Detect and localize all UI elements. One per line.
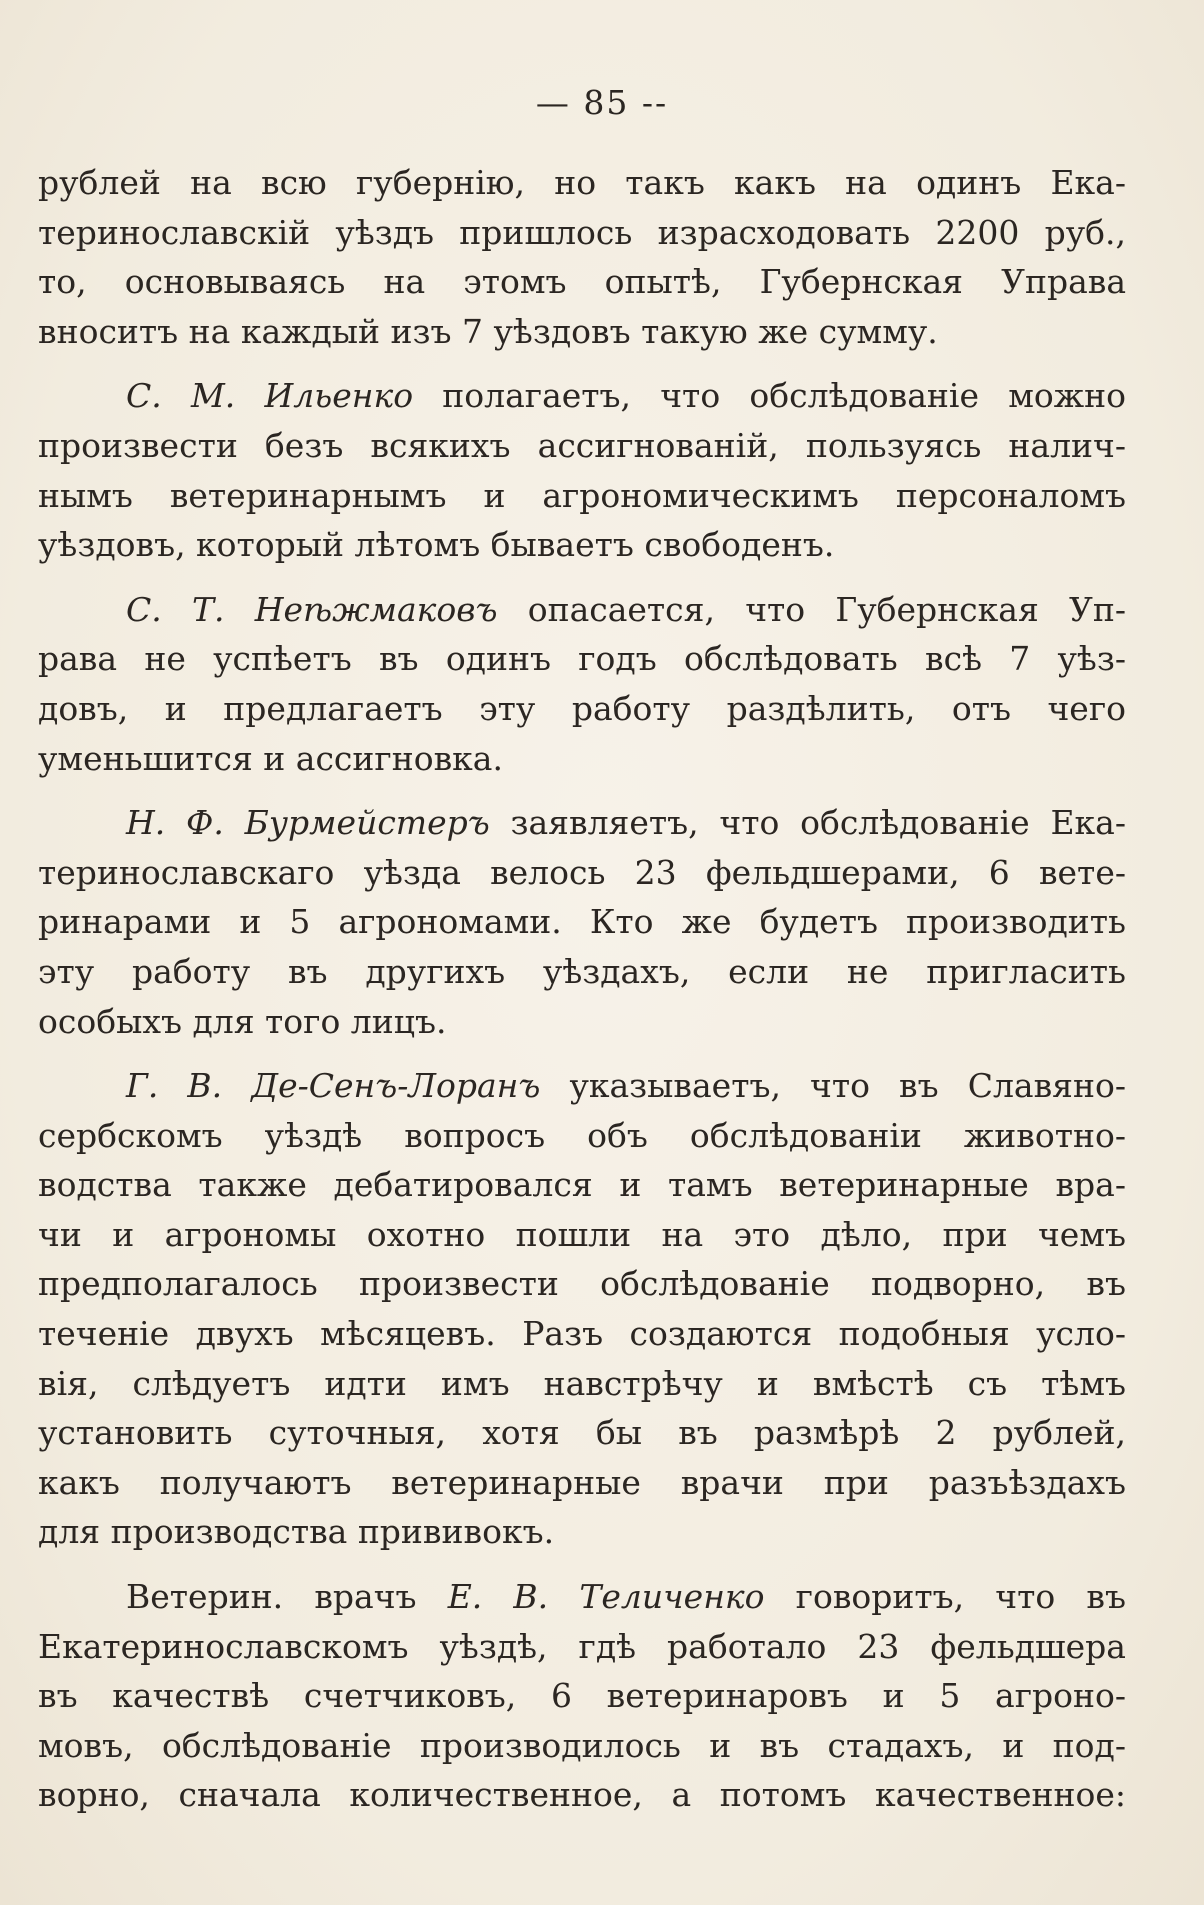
text-fragment: заявляетъ, что обслѣдованіе Ека- (489, 803, 1126, 843)
text-line: теринославскаго уѣзда велось 23 фельдшерами, 6 вете- (38, 852, 1126, 892)
paragraph (38, 585, 1126, 783)
text-line: водства также дебатировался и тамъ ветеринарные вра- (38, 1165, 1126, 1205)
text-line: Екатеринославскомъ уѣздѣ, гдѣ работало 23 фельдшера (38, 1626, 1126, 1666)
text-line: установить суточныя, хотя бы въ размѣрѣ 2 рублей, (38, 1413, 1126, 1453)
text-line: произвести безъ всякихъ ассигнованій, пользуясь налич- (38, 425, 1126, 465)
paragraph (38, 798, 1126, 1046)
speaker-name: С. М. Ильенко (126, 376, 414, 416)
paragraph (38, 371, 1126, 569)
text-line: какъ получаютъ ветеринарные врачи при разъѣздахъ (38, 1462, 1126, 1502)
text-fragment: указываетъ, что въ Славяно- (540, 1066, 1126, 1106)
text-line: рублей на всю губернію, но такъ какъ на одинъ Ека- (38, 163, 1126, 202)
text-line: теченіе двухъ мѣсяцевъ. Разъ создаются подобныя усло- (38, 1314, 1126, 1354)
text-line: ринарами и 5 агрономами. Кто же будетъ производить (38, 902, 1126, 942)
text-fragment: опасается, что Губернская Уп- (497, 589, 1127, 629)
speaker-name: Г. В. Де-Сенъ-Лоранъ (126, 1066, 541, 1106)
text-line: рава не успѣетъ въ одинъ годъ обслѣдовать всѣ 7 уѣз- (38, 639, 1126, 679)
text-line: мовъ, обслѣдованіе производилось и въ стадахъ, и под- (38, 1725, 1126, 1765)
text-line: особыхъ для того лицъ. (38, 1001, 447, 1041)
text-fragment: Ветерин. врачъ (126, 1577, 448, 1617)
text-line: довъ, и предлагаетъ эту работу раздѣлить, отъ чего (38, 688, 1126, 728)
text-fragment: полагаетъ, что обслѣдованіе можно (413, 376, 1126, 416)
text-line: предполагалось произвести обслѣдованіе подворно, въ (38, 1264, 1126, 1304)
paragraph-first-line (38, 1061, 1126, 1111)
paragraph-first-line (38, 371, 1126, 421)
text-line: то, основываясь на этомъ опытѣ, Губернская Управа (38, 262, 1126, 302)
paragraph (38, 1572, 1126, 1820)
text-line: сербскомъ уѣздѣ вопросъ объ обслѣдованіи животно- (38, 1115, 1126, 1155)
text-fragment: говоритъ, что въ (764, 1577, 1126, 1617)
paragraph-first-line (38, 798, 1126, 848)
text-line: вія, слѣдуетъ идти имъ навстрѣчу и вмѣстѣ съ тѣмъ (38, 1363, 1126, 1403)
speaker-name: Е. В. Теличенко (447, 1577, 765, 1617)
paragraph (38, 1061, 1126, 1557)
text-line: вноситъ на каждый изъ 7 уѣздовъ такую же сумму. (38, 311, 938, 351)
page-number: — 85 -- (535, 83, 669, 122)
text-line: въ качествѣ счетчиковъ, 6 ветеринаровъ и 5 агроно- (38, 1676, 1126, 1716)
text-line: ворно, сначала количественное, а потомъ качественное: (38, 1775, 1126, 1815)
text-line: уменьшится и ассигновка. (38, 738, 503, 778)
paragraph (38, 158, 1126, 356)
text-line: чи и агрономы охотно пошли на это дѣло, при чемъ (38, 1214, 1126, 1254)
paragraph-first-line (38, 1572, 1126, 1622)
paragraph-first-line (38, 585, 1126, 635)
text-line: уѣздовъ, который лѣтомъ бываетъ свободенъ. (38, 525, 835, 565)
text-line: теринославскій уѣздъ пришлось израсходовать 2200 руб., (38, 212, 1126, 252)
text-line: для производства прививокъ. (38, 1512, 555, 1552)
text-line: эту работу въ другихъ уѣздахъ, если не пригласить (38, 951, 1126, 991)
speaker-name: Н. Ф. Бурмейстеръ (126, 803, 490, 843)
text-line: нымъ ветеринарнымъ и агрономическимъ персоналомъ (38, 475, 1126, 515)
speaker-name: С. Т. Неѣжмаковъ (126, 589, 498, 629)
